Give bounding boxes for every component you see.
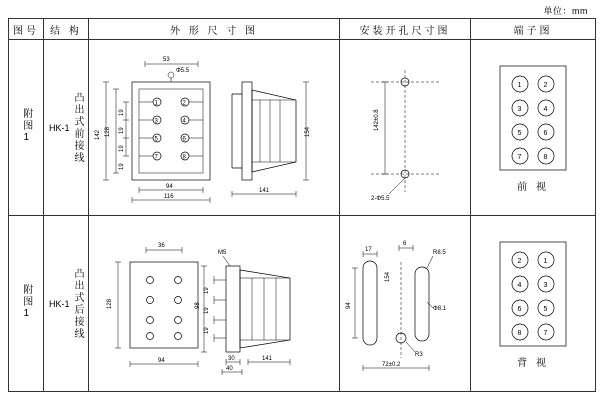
svg-text:Φ8.1: Φ8.1 — [433, 305, 447, 312]
terminal-diagram-front — [494, 62, 572, 174]
svg-text:Φ5.5: Φ5.5 — [176, 67, 190, 74]
table-row — [9, 216, 596, 392]
svg-text:72±0.2: 72±0.2 — [382, 361, 401, 368]
svg-text:154: 154 — [305, 126, 311, 137]
cell-structure-1 — [44, 40, 89, 216]
svg-text:8: 8 — [517, 330, 522, 338]
svg-text:2: 2 — [517, 258, 522, 266]
svg-text:1: 1 — [154, 100, 158, 107]
svg-text:19: 19 — [119, 144, 125, 152]
svg-text:19: 19 — [204, 306, 210, 314]
unit-note: 单位：mm — [543, 6, 588, 16]
mounting-drawing-front — [341, 42, 469, 214]
svg-text:154: 154 — [385, 271, 391, 282]
svg-text:8: 8 — [543, 154, 548, 162]
svg-text:142: 142 — [95, 129, 101, 140]
svg-text:128: 128 — [105, 126, 111, 137]
svg-text:4: 4 — [543, 106, 548, 114]
svg-text:141: 141 — [259, 187, 270, 194]
svg-text:128: 128 — [107, 298, 113, 309]
table-header-row — [9, 19, 596, 40]
cell-terminal-2 — [471, 216, 596, 392]
svg-text:94: 94 — [166, 183, 173, 190]
header-mounting: 安装开孔尺寸图 — [340, 19, 471, 40]
svg-text:2: 2 — [543, 82, 548, 90]
svg-text:141: 141 — [262, 355, 273, 362]
cell-structure-2 — [44, 216, 89, 392]
cell-outline-2 — [89, 216, 340, 392]
cell-fig-no-1 — [9, 40, 44, 216]
svg-text:17: 17 — [365, 246, 372, 253]
terminal-diagram-rear — [494, 238, 572, 350]
cell-mounting-2 — [340, 216, 471, 392]
svg-text:M5: M5 — [218, 249, 227, 256]
structure-model-1: HK-1 — [48, 122, 70, 133]
svg-text:6: 6 — [517, 306, 522, 314]
svg-text:1: 1 — [517, 82, 522, 90]
svg-text:2: 2 — [182, 100, 186, 107]
svg-text:3: 3 — [543, 282, 548, 290]
header-terminal: 端子图 — [471, 19, 596, 40]
svg-text:5: 5 — [517, 130, 522, 138]
header-fig-no: 图号 — [9, 19, 44, 40]
cell-fig-no-2 — [9, 216, 44, 392]
svg-text:94: 94 — [346, 301, 352, 309]
svg-text:19: 19 — [119, 108, 125, 116]
svg-text:19: 19 — [204, 326, 210, 334]
header-structure: 结 构 — [44, 19, 89, 40]
svg-text:3: 3 — [154, 118, 158, 125]
svg-text:19: 19 — [204, 286, 210, 294]
svg-text:6: 6 — [182, 136, 186, 143]
svg-text:7: 7 — [517, 154, 522, 162]
svg-text:30: 30 — [228, 355, 235, 362]
svg-text:19: 19 — [119, 126, 125, 134]
fig-no-label-1: 附图1 — [20, 107, 32, 145]
svg-text:1: 1 — [543, 258, 548, 266]
svg-text:7: 7 — [154, 154, 158, 161]
svg-text:4: 4 — [182, 118, 186, 125]
svg-text:142±0.8: 142±0.8 — [374, 108, 380, 131]
structure-model-2: HK-1 — [48, 298, 70, 309]
terminal-view-label-2: 背 视 — [517, 358, 549, 370]
svg-text:6: 6 — [543, 130, 548, 138]
svg-text:2-Φ5.5: 2-Φ5.5 — [371, 195, 390, 202]
mounting-drawing-rear — [341, 218, 469, 390]
dimension-table — [8, 18, 596, 392]
outline-drawing-front — [90, 42, 338, 214]
svg-text:6: 6 — [403, 240, 407, 247]
svg-text:19: 19 — [119, 162, 125, 170]
fig-no-label-2: 附图1 — [20, 283, 32, 321]
svg-text:4: 4 — [517, 282, 522, 290]
svg-text:53: 53 — [163, 56, 170, 63]
svg-text:R3: R3 — [415, 351, 423, 358]
svg-text:98: 98 — [195, 301, 201, 309]
structure-desc-2: 凸出式后接线 — [72, 267, 83, 340]
cell-terminal-1 — [471, 40, 596, 216]
header-outline: 外 形 尺 寸 图 — [89, 19, 340, 40]
svg-text:36: 36 — [158, 242, 165, 249]
svg-text:116: 116 — [164, 193, 174, 200]
svg-text:94: 94 — [158, 357, 165, 364]
outline-drawing-rear — [90, 218, 338, 390]
svg-text:3: 3 — [517, 106, 522, 114]
svg-text:R8.5: R8.5 — [433, 249, 446, 256]
table-row — [9, 40, 596, 216]
cell-mounting-1 — [340, 40, 471, 216]
svg-text:40: 40 — [226, 365, 233, 372]
svg-text:5: 5 — [543, 306, 548, 314]
svg-text:8: 8 — [182, 154, 186, 161]
cell-outline-1 — [89, 40, 340, 216]
terminal-view-label-1: 前 视 — [517, 182, 549, 194]
structure-desc-1: 凸出式前接线 — [72, 91, 83, 164]
svg-text:5: 5 — [154, 136, 158, 143]
svg-text:7: 7 — [543, 330, 548, 338]
